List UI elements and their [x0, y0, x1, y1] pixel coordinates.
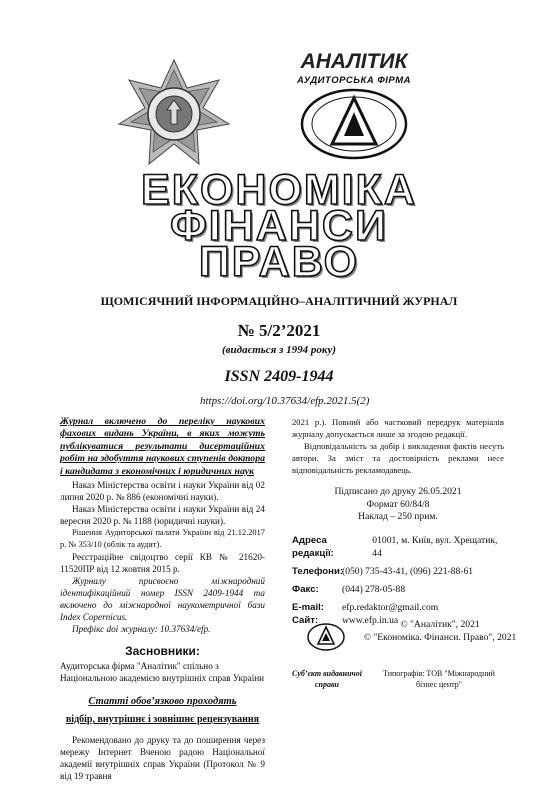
- inclusion-note: Журнал включено до переліку наукових фахових видань України, в яких можуть публікуватися результати дисертаційних робіт на здобуття наукових ступенів доктора і кандидата з економічних і юридичних наук: [60, 416, 265, 477]
- left-column: [60, 416, 265, 782]
- copyright-journal: © "Економіка. Фінанси. Право", 2021: [363, 632, 517, 643]
- academy-emblem: [115, 58, 233, 170]
- recommendation: Рекомендовано до друку та до поширення через мережу Інтернет Вченою радою Національної академії внутрішніх справ України (Протокол № 9 від 19 травня: [60, 735, 265, 782]
- phones-value: (050) 735-43-41, (096) 221-88-61: [342, 565, 474, 577]
- registration: Реєстраційне свідоцтво серії КВ № 21620-11520ПР від 12 жовтня 2015 р.: [60, 552, 265, 575]
- site-label: Сайт:: [292, 614, 319, 626]
- publisher-logo: [300, 88, 408, 160]
- reprint-note: 2021 р.). Повний або частковий передрук матеріалів журналу допускається лише за згодою редакції.: [292, 417, 504, 439]
- stamp-logo: [306, 622, 346, 652]
- doi-prefix: Префікс doi журналу: 10.37634/efp.: [72, 624, 211, 635]
- copyright-publisher: © "Аналітик", 2021: [400, 619, 480, 630]
- audit-decision: Рішення Аудиторської палати України від 21.12.2017 р. № 353/10 (облік та аудит).: [60, 528, 265, 550]
- signed-date: Підписано до друку 26.05.2021: [334, 486, 462, 497]
- responsibility-note: Відповідальність за добір і викладення фактів несуть автори. За зміст та достовірність реклами несе відповідальність рекламодавець.: [292, 441, 504, 475]
- publisher-subtitle: АУДИТОРСЬКА ФІРМА: [296, 75, 412, 86]
- right-column: [292, 416, 504, 627]
- paper-format: Формат 60/84/8: [366, 498, 430, 510]
- fax-label: Факс:: [292, 583, 319, 595]
- publisher-name: АНАЛІТИК: [300, 50, 408, 73]
- issn-note: Журналу присвоєно міжнародний ідентифікаційний номер ISSN 2409-1944 та включено до міжнародної наукометричної бази Index Copernicus.: [60, 576, 265, 623]
- review-heading-2: відбір, внутрішнє і зовнішнє рецензування: [65, 714, 260, 726]
- title-line-1: ЕКОНОМІКА: [141, 166, 417, 214]
- address-label: Адреса редакції:: [292, 534, 334, 559]
- stamp-caption: Суб’єкт видавничої справи: [292, 669, 362, 689]
- address-value: 01001, м. Київ, вул. Хрещатик, 44: [372, 534, 498, 559]
- site-link[interactable]: www.efp.in.ua: [342, 614, 399, 626]
- review-heading-1: Статті обов’язково проходять: [88, 696, 237, 708]
- order-economic: Наказ Міністерства освіти і науки України від 02 липня 2020 р. № 886 (економічні науки).: [60, 480, 265, 503]
- doi-link[interactable]: https://doi.org/10.37634/efp.2021.5(2): [200, 395, 370, 407]
- founders: Аудиторська фірма "Аналітик" спільно з Національною академією внутрішніх справ України: [60, 661, 265, 684]
- printer-info: Типографія: ТОВ "Міжнародний бізнес центр": [383, 669, 495, 689]
- title-line-2: ФІНАНСИ: [170, 202, 388, 250]
- founders-heading: Засновники:: [125, 644, 200, 659]
- print-run: Наклад – 250 прим.: [358, 511, 438, 523]
- order-legal: Наказ Міністерства освіти і науки України від 24 вересня 2020 р. № 1188 (юридичні науки).: [60, 504, 265, 527]
- journal-type: ЩОМІСЯЧНИЙ ІНФОРМАЦІЙНО–АНАЛІТИЧНИЙ ЖУРНАЛ: [100, 294, 458, 308]
- fax-value: (044) 278-05-88: [342, 583, 406, 595]
- issue-number: № 5/2’2021: [237, 321, 321, 340]
- since-year: (видається з 1994 року): [221, 344, 336, 356]
- phones-label: Телефони:: [292, 565, 344, 577]
- issn: ISSN 2409-1944: [224, 368, 334, 385]
- title-line-3: ПРАВО: [198, 238, 360, 286]
- email-label: E-mail:: [292, 601, 324, 613]
- email-link[interactable]: efp.redaktor@gmail.com: [342, 601, 439, 613]
